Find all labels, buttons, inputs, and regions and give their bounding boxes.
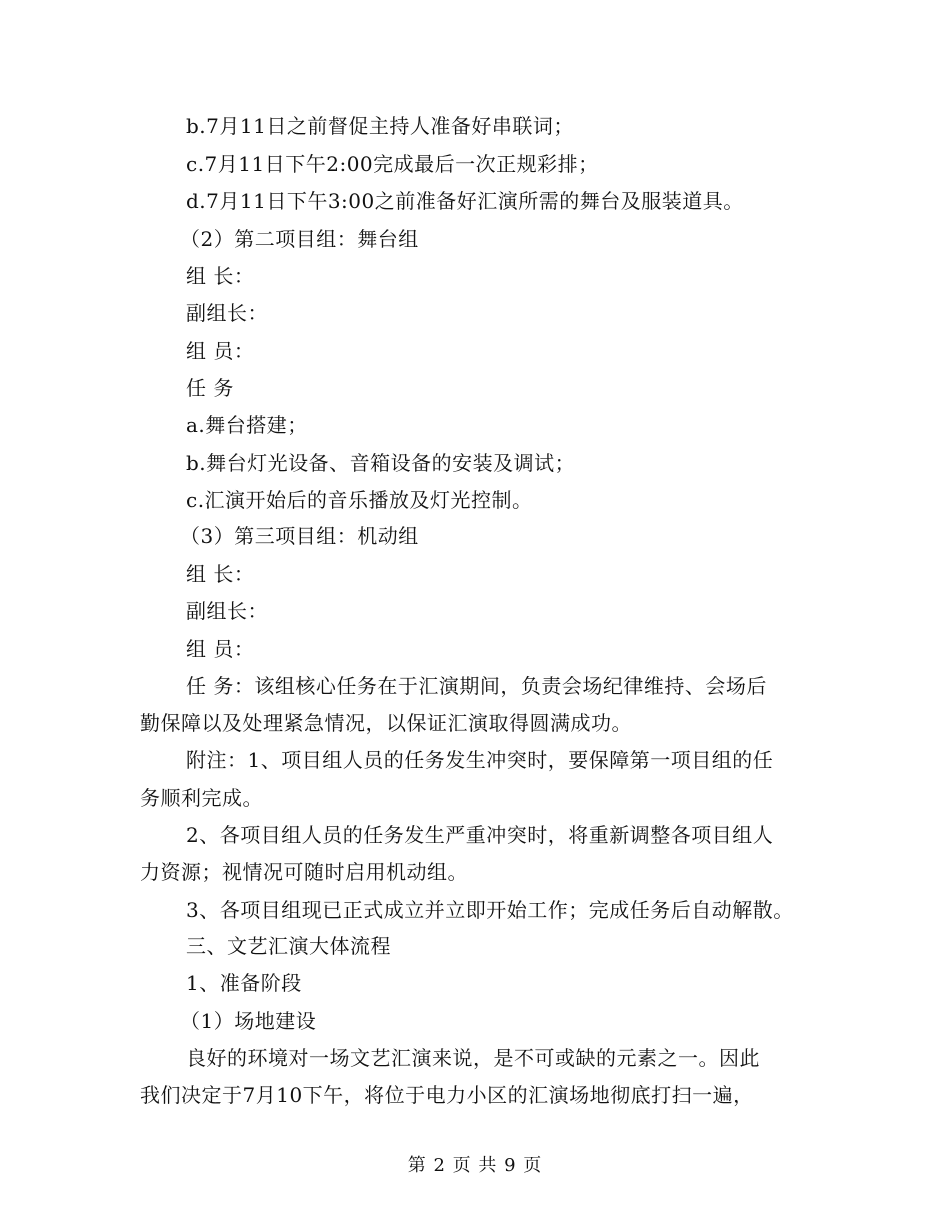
text-line: 我们决定于7月10下午，将位于电力小区的汇演场地彻底打扫一遍， <box>140 1083 754 1107</box>
text-line: 任 务：该组核心任务在于汇演期间，负责会场纪律维持、会场后 <box>186 674 767 698</box>
text-line: d.7月11日下午3:00之前准备好汇演所需的舞台及服装道具。 <box>186 189 744 213</box>
text-line: b.7月11日之前督促主持人准备好串联词； <box>186 114 574 138</box>
text-line: a.舞台搭建； <box>186 413 308 437</box>
section-heading: （3）第三项目组：机动组 <box>180 524 419 548</box>
text-line: 3、各项目组现已正式成立并立即开始工作；完成任务后自动解散。 <box>186 898 794 922</box>
text-line: 组 员： <box>186 637 255 661</box>
text-line: 副组长： <box>186 301 268 325</box>
text-line: 附注：1、项目组人员的任务发生冲突时，要保障第一项目组的任 <box>186 748 774 772</box>
page-footer: 第 2 页 共 9 页 <box>407 1155 543 1176</box>
text-line: 务顺利完成。 <box>140 786 263 810</box>
text-line: 组 长： <box>186 562 255 586</box>
section-heading: 1、准备阶段 <box>186 971 302 995</box>
text-line: c.汇演开始后的音乐播放及灯光控制。 <box>186 488 533 512</box>
text-line: 任 务 <box>186 376 234 400</box>
text-line: 力资源；视情况可随时启用机动组。 <box>140 860 468 884</box>
text-line: c.7月11日下午2:00完成最后一次正规彩排； <box>186 152 599 176</box>
text-line: 良好的环境对一场文艺汇演来说，是不可或缺的元素之一。因此 <box>186 1046 760 1070</box>
section-heading: （2）第二项目组：舞台组 <box>180 227 419 251</box>
text-line: 组 长： <box>186 264 255 288</box>
text-line: 副组长： <box>186 599 268 623</box>
text-line: 勤保障以及处理紧急情况，以保证汇演取得圆满成功。 <box>140 711 632 735</box>
section-heading: （1）场地建设 <box>180 1009 317 1033</box>
text-line: 2、各项目组人员的任务发生严重冲突时，将重新调整各项目组人 <box>186 823 774 847</box>
section-heading: 三、文艺汇演大体流程 <box>186 934 391 958</box>
text-line: b.舞台灯光设备、音箱设备的安装及调试； <box>186 451 576 475</box>
text-line: 组 员： <box>186 339 255 363</box>
